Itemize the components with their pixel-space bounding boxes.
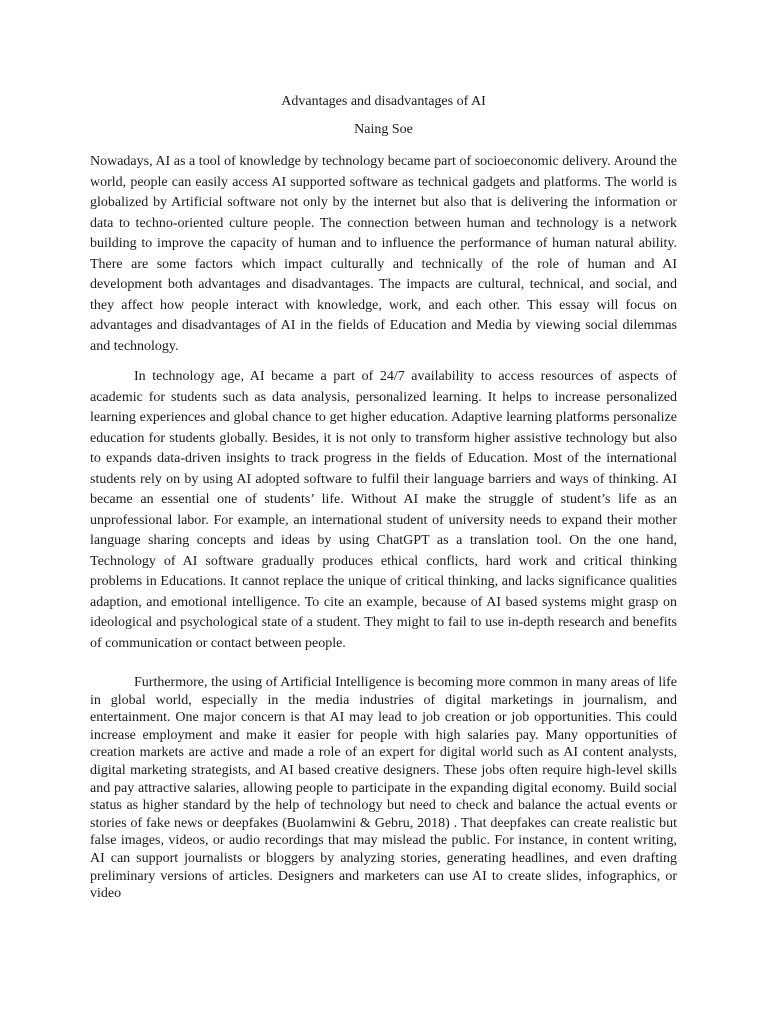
paragraph-education: In technology age, AI became a part of 24/7 availability to access resources of aspects of academic for students such as data analysis, personalized learning. It helps to increase personalized learning experiences and global chance to get higher education. Adaptive learning platforms personalize education for students globally. Besides, it is not only to transform higher assistive technology but also to expands data-driven insights to track progress in the fields of Education. Most of the international students rely on by using AI adopted software to fulfil their language barriers and ways of thinking. AI became an essential one of students’ life. Without AI make the struggle of student’s life as an unprofessional labor. For example, an international student of university needs to expand their mother language sharing concepts and ideas by using ChatGPT as a translation tool. On the one hand, Technology of AI software gradually produces ethical conflicts, hard work and critical thinking problems in Educations. It cannot replace the unique of critical thinking, and lacks significance qualities adaption, and emotional intelligence. To cite an example, because of AI based systems might grasp on ideological and psychological state of a student. They might to fail to use in-depth research and benefits of communication or contact between people. bbox=[90, 369, 677, 651]
paragraph-media: Furthermore, the using of Artificial Intelligence is becoming more common in many areas of life in global world, especially in the media industries of digital marketings in journalism, and entertainment. One major concern is that AI may lead to job creation or job opportunities. This could increase employment and make it easier for people with high salaries pay. Many opportunities of creation markets are active and made a role of an expert for digital world such as AI content analysts, digital marketing strategists, and AI based creative designers. These jobs often require high-level skills and pay attractive salaries, allowing people to participate in the expanding digital economy. Build social status as higher standard by the help of technology but need to check and balance the actual events or stories of fake news or deepfakes (Buolamwini & Gebru, 2018) . That deepfakes can create realistic but false images, videos, or audio recordings that may mislead the public. For instance, in content writing, AI can support journalists or bloggers by analyzing stories, generating headlines, and even drafting preliminary versions of articles. Designers and marketers can use AI to create slides, infographics, or video bbox=[90, 675, 677, 902]
document-page bbox=[90, 92, 677, 903]
document-title: Advantages and disadvantages of AI bbox=[281, 94, 486, 109]
paragraph-introduction: Nowadays, AI as a tool of knowledge by technology became part of socioeconomic delivery. Around the world, people can easily access AI supported software as technical gadgets and platforms. The world is globalized by Artificial software not only by the internet but also that is delivering the information or data to techno-oriented culture people. The connection between human and technology is a network building to improve the capacity of human and to influence the performance of human natural ability. There are some factors which impact culturally and technically of the role of human and AI development both advantages and disadvantages. The impacts are cultural, technical, and social, and they affect how people interact with knowledge, work, and each other. This essay will focus on advantages and disadvantages of AI in the fields of Education and Media by viewing social dilemmas and technology. bbox=[90, 154, 677, 354]
document-author: Naing Soe bbox=[354, 122, 413, 137]
